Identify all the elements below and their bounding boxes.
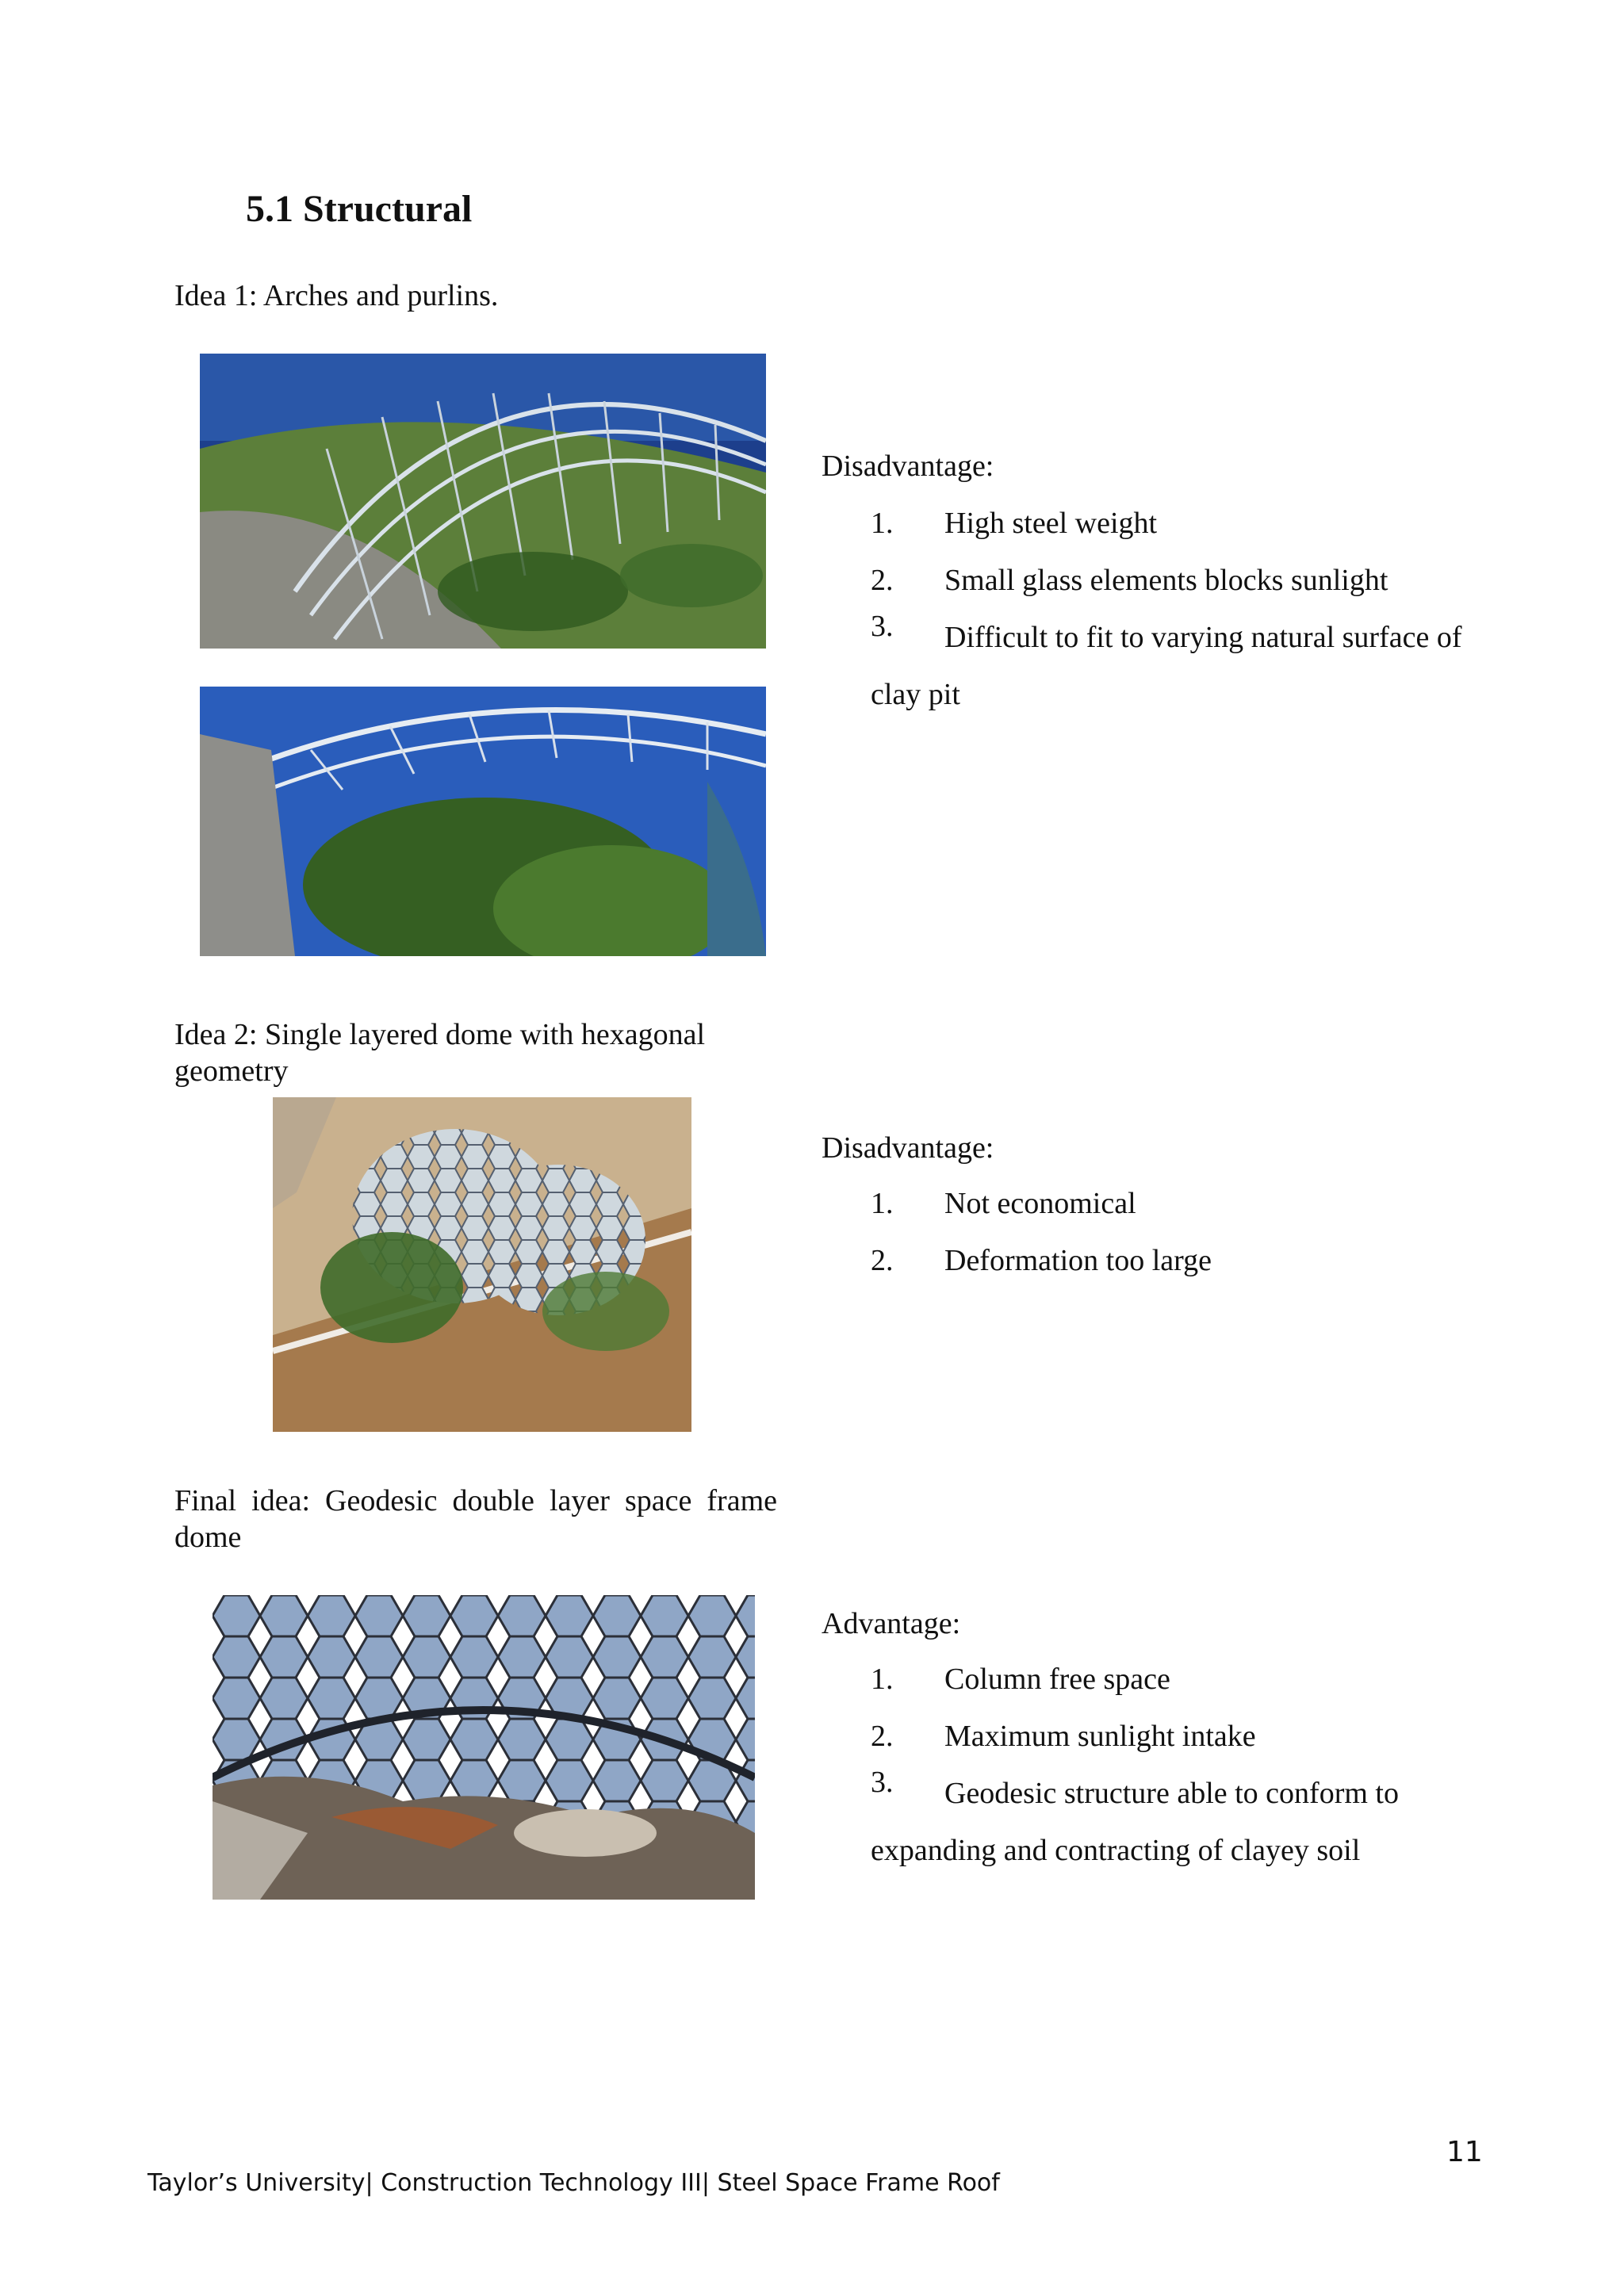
list-item-text: Maximum sunlight intake bbox=[944, 1720, 1256, 1753]
list-item bbox=[871, 1243, 1473, 1300]
list-item bbox=[871, 1662, 1473, 1719]
idea-2-label: Idea 2: Single layered dome with hexagonal geometry bbox=[174, 1018, 706, 1088]
section-heading: 5.1 Structural bbox=[246, 188, 473, 230]
list-item-number: 1. bbox=[871, 507, 894, 540]
geodesic-dome-interior-photo bbox=[213, 1595, 755, 1900]
list-item-text: Small glass elements blocks sunlight bbox=[944, 564, 1388, 597]
list-item-number: 2. bbox=[871, 1244, 894, 1277]
hexagonal-dome-model-photo bbox=[273, 1097, 691, 1432]
list-item-number: 3. bbox=[871, 610, 894, 643]
idea-1-label: Idea 1: Arches and purlins. bbox=[174, 279, 499, 312]
list-item-text: Deformation too large bbox=[944, 1244, 1212, 1277]
list-item bbox=[871, 1765, 1473, 1879]
list-item bbox=[871, 609, 1473, 723]
list-item-number: 1. bbox=[871, 1663, 894, 1696]
list-item-number: 1. bbox=[871, 1187, 894, 1220]
list-item-number: 2. bbox=[871, 1720, 894, 1753]
list-item-text: High steel weight bbox=[944, 507, 1158, 540]
list-item-number: 2. bbox=[871, 564, 894, 597]
list-item-text: Geodesic structure able to conform to expanding and contracting of clayey soil bbox=[871, 1777, 1399, 1867]
list-item bbox=[871, 1186, 1473, 1243]
disadvantage-title-1: Disadvantage: bbox=[822, 450, 994, 483]
page-number: 11 bbox=[1446, 2136, 1483, 2168]
page-footer: Taylor’s University| Construction Technology III| Steel Space Frame Roof bbox=[147, 2169, 1000, 2197]
list-item-text: Difficult to fit to varying natural surface of clay pit bbox=[871, 621, 1462, 711]
advantage-title: Advantage: bbox=[822, 1607, 961, 1640]
list-item bbox=[871, 506, 1473, 563]
advantage-list bbox=[871, 1662, 1473, 1879]
disadvantage-list-1 bbox=[871, 506, 1473, 723]
list-item-text: Column free space bbox=[944, 1663, 1170, 1696]
arches-model-photo-2 bbox=[200, 687, 766, 956]
disadvantage-list-2 bbox=[871, 1186, 1473, 1300]
arches-model-photo-1 bbox=[200, 354, 766, 649]
list-item-text: Not economical bbox=[944, 1187, 1136, 1220]
list-item-number: 3. bbox=[871, 1766, 894, 1799]
disadvantage-title-2: Disadvantage: bbox=[822, 1131, 994, 1165]
final-idea-label: Final idea: Geodesic double layer space frame dome bbox=[174, 1484, 777, 1554]
